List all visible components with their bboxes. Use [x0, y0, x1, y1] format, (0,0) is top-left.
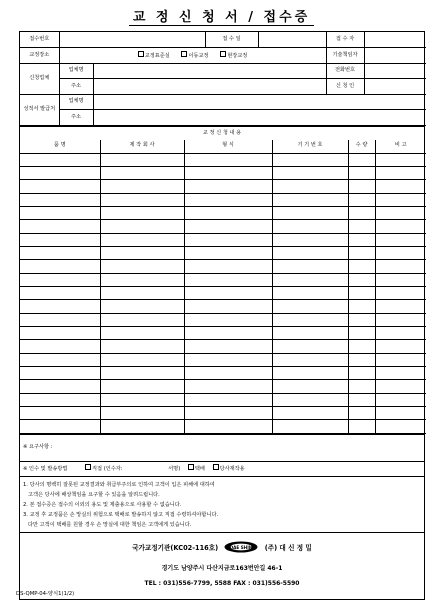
table-row [20, 300, 426, 313]
table-cell[interactable] [20, 206, 100, 219]
column-header: 수 량 [348, 140, 375, 154]
requests-label: ※ 요구사항 : [23, 443, 53, 450]
delivery-label: ※ 인수 및 발송방법 [23, 465, 68, 472]
receipt-no-label: 접수번호 [20, 32, 59, 48]
table-cell[interactable] [375, 313, 426, 326]
company-name-label: 업체명 [59, 63, 93, 79]
table-row [20, 407, 426, 420]
table-cell[interactable] [375, 273, 426, 286]
table-row [20, 220, 426, 233]
column-header: 기 기 번 호 [272, 140, 348, 154]
table-row [20, 420, 426, 433]
table-cell[interactable] [20, 273, 100, 286]
table-cell[interactable] [375, 153, 426, 166]
delivery-option-courier[interactable]: 택배 [188, 466, 205, 472]
table-row [20, 393, 426, 406]
table-cell[interactable] [375, 326, 426, 339]
table-cell[interactable] [272, 193, 348, 206]
table-cell[interactable] [100, 286, 184, 299]
table-cell[interactable] [375, 367, 426, 380]
delivery-option-direct[interactable]: 직접 (인수자: [85, 466, 122, 472]
column-header: 형 식 [184, 140, 272, 154]
items-table [20, 140, 426, 434]
table-cell[interactable] [184, 166, 272, 179]
table-cell[interactable] [184, 326, 272, 339]
place-option-onsite[interactable]: 현장교정 [220, 53, 247, 59]
table-cell[interactable] [348, 367, 375, 380]
table-cell[interactable] [348, 153, 375, 166]
notes-block [20, 476, 424, 532]
table-cell[interactable] [348, 220, 375, 233]
table-cell[interactable] [20, 193, 100, 206]
table-cell[interactable] [100, 380, 184, 393]
table-cell[interactable] [272, 353, 348, 366]
table-cell[interactable] [100, 353, 184, 366]
table-cell[interactable] [20, 166, 100, 179]
checkbox-icon[interactable] [188, 464, 194, 470]
table-cell[interactable] [348, 206, 375, 219]
footer-institution-row [20, 541, 424, 555]
table-cell[interactable] [184, 233, 272, 246]
cert-company-field[interactable] [93, 94, 426, 110]
table-cell[interactable] [272, 340, 348, 353]
table-cell[interactable] [348, 286, 375, 299]
table-cell[interactable] [375, 340, 426, 353]
table-cell[interactable] [272, 393, 348, 406]
table-cell[interactable] [20, 286, 100, 299]
table-cell[interactable] [20, 300, 100, 313]
table-cell[interactable] [375, 260, 426, 273]
table-row [20, 260, 426, 273]
table-row [20, 313, 426, 326]
place-option-mobile[interactable]: 이동교정 [181, 53, 208, 59]
table-row [20, 367, 426, 380]
table-cell[interactable] [375, 220, 426, 233]
table-cell[interactable] [20, 340, 100, 353]
table-cell[interactable] [100, 153, 184, 166]
phone-field[interactable] [364, 63, 426, 79]
table-cell[interactable] [272, 326, 348, 339]
items-header-row [20, 140, 426, 154]
table-cell[interactable] [20, 313, 100, 326]
table-cell[interactable] [20, 246, 100, 259]
table-row [20, 353, 426, 366]
table-cell[interactable] [348, 300, 375, 313]
form-footer [20, 532, 424, 599]
table-cell[interactable] [272, 420, 348, 433]
header-table [20, 32, 426, 126]
table-cell[interactable] [100, 193, 184, 206]
table-cell[interactable] [272, 286, 348, 299]
table-cell[interactable] [184, 246, 272, 259]
table-cell[interactable] [184, 313, 272, 326]
table-cell[interactable] [100, 260, 184, 273]
table-cell[interactable] [375, 407, 426, 420]
table-cell[interactable] [100, 246, 184, 259]
table-cell[interactable] [375, 166, 426, 179]
table-cell[interactable] [100, 206, 184, 219]
table-cell[interactable] [184, 380, 272, 393]
applicant-person-label: 신 청 인 [326, 79, 364, 95]
table-cell[interactable] [348, 273, 375, 286]
table-cell[interactable] [375, 300, 426, 313]
cert-address-label: 주소 [59, 110, 93, 126]
note-line: 고객은 당사에 배상책임을 요구할 수 있음을 알려드립니다. [28, 491, 160, 498]
table-cell[interactable] [100, 233, 184, 246]
table-cell[interactable] [184, 353, 272, 366]
table-cell[interactable] [348, 353, 375, 366]
calibration-request-form [19, 31, 425, 600]
table-cell[interactable] [184, 340, 272, 353]
receipt-date-label: 접 수 일 [205, 32, 258, 48]
company-logo [224, 541, 258, 555]
table-cell[interactable] [100, 300, 184, 313]
table-cell[interactable] [375, 286, 426, 299]
table-cell[interactable] [184, 180, 272, 193]
table-cell[interactable] [20, 393, 100, 406]
table-cell[interactable] [348, 193, 375, 206]
table-cell[interactable] [184, 420, 272, 433]
table-cell[interactable] [20, 180, 100, 193]
checkbox-icon[interactable] [85, 464, 91, 470]
items-section-title: 교 정 신 청 내 용 [20, 126, 424, 140]
document-code: DS-QMP-04-양식1(1/2) [16, 591, 75, 597]
table-cell[interactable] [272, 273, 348, 286]
table-cell[interactable] [375, 420, 426, 433]
table-cell[interactable] [272, 407, 348, 420]
table-cell[interactable] [20, 367, 100, 380]
table-cell[interactable] [184, 407, 272, 420]
table-cell[interactable] [348, 420, 375, 433]
table-cell[interactable] [375, 380, 426, 393]
table-cell[interactable] [100, 340, 184, 353]
cert-address-field[interactable] [93, 110, 426, 126]
table-cell[interactable] [348, 380, 375, 393]
checkbox-icon[interactable] [220, 51, 226, 57]
table-row [20, 326, 426, 339]
table-cell[interactable] [184, 193, 272, 206]
table-cell[interactable] [100, 180, 184, 193]
company-name: (주) 대 신 정 밀 [264, 543, 312, 552]
checkbox-icon[interactable] [213, 464, 219, 470]
table-cell[interactable] [20, 260, 100, 273]
table-cell[interactable] [348, 407, 375, 420]
table-cell[interactable] [348, 166, 375, 179]
table-cell[interactable] [272, 380, 348, 393]
footer-contact: TEL : 031)556-7799, 5588 FAX : 031)556-5590 [144, 579, 300, 587]
table-cell[interactable] [184, 153, 272, 166]
footer-address: 경기도 남양주시 다산지금로163번안길 46-1 [161, 564, 283, 572]
place-option-standard[interactable]: 교정표준실 [138, 53, 170, 59]
form-title: 교 정 신 청 서 / 접수증 [0, 6, 443, 25]
table-cell[interactable] [272, 206, 348, 219]
table-cell[interactable] [20, 233, 100, 246]
table-cell[interactable] [375, 246, 426, 259]
table-cell[interactable] [20, 380, 100, 393]
table-cell[interactable] [375, 353, 426, 366]
table-cell[interactable] [184, 367, 272, 380]
table-cell[interactable] [272, 367, 348, 380]
table-cell[interactable] [375, 180, 426, 193]
table-cell[interactable] [100, 166, 184, 179]
table-cell[interactable] [272, 246, 348, 259]
table-cell[interactable] [348, 340, 375, 353]
delivery-sign-label: 서명) [168, 465, 181, 472]
phone-label: 전화번호 [326, 63, 364, 79]
table-cell[interactable] [375, 393, 426, 406]
place-label: 교정장소 [20, 48, 59, 64]
cert-issue-label: 성적서 발급처 [20, 94, 59, 125]
table-row [20, 286, 426, 299]
table-cell[interactable] [20, 407, 100, 420]
note-line: 2. 본 접수증은 접수의 이외의 용도 및 제출용으로 사용할 수 없습니다. [23, 501, 182, 508]
applicant-label: 신청업체 [20, 63, 59, 94]
table-cell[interactable] [100, 273, 184, 286]
table-cell[interactable] [272, 260, 348, 273]
table-cell[interactable] [272, 180, 348, 193]
table-row [20, 380, 426, 393]
note-line: 3. 교정 후 교정품은 손 망실의 위험으로 택배로 발송하지 않고 직접 수령하셔야합니다. [23, 511, 219, 518]
column-header: 비 고 [375, 140, 426, 154]
table-cell[interactable] [272, 300, 348, 313]
checkbox-icon[interactable] [181, 51, 187, 57]
table-cell[interactable] [348, 180, 375, 193]
table-cell[interactable] [272, 233, 348, 246]
table-cell[interactable] [348, 260, 375, 273]
svg-text:DAE SHIN: DAE SHIN [230, 544, 253, 550]
table-row [20, 340, 426, 353]
column-header: 품 명 [20, 140, 100, 154]
requests-area[interactable] [20, 434, 424, 461]
table-cell[interactable] [184, 300, 272, 313]
receiver-label: 접 수 자 [326, 32, 364, 48]
table-cell[interactable] [375, 206, 426, 219]
items-rows [20, 153, 426, 433]
delivery-row [20, 461, 424, 476]
table-row [20, 246, 426, 259]
address-field[interactable] [93, 79, 326, 95]
tech-manager-field[interactable] [364, 48, 426, 64]
table-cell[interactable] [184, 393, 272, 406]
table-cell[interactable] [348, 313, 375, 326]
tech-manager-label: 기술책임자 [326, 48, 364, 64]
note-line: 1. 당사의 명백히 잘못된 교정결과와 취급부주의로 인하여 고객이 입은 피해에 대하여 [23, 481, 215, 488]
table-cell[interactable] [100, 367, 184, 380]
table-cell[interactable] [184, 273, 272, 286]
place-options [59, 48, 326, 64]
receipt-no-field[interactable] [59, 32, 205, 48]
table-row [20, 180, 426, 193]
table-cell[interactable] [272, 166, 348, 179]
address-label: 주소 [59, 79, 93, 95]
table-cell[interactable] [272, 220, 348, 233]
table-cell[interactable] [184, 286, 272, 299]
table-cell[interactable] [184, 206, 272, 219]
table-cell[interactable] [272, 153, 348, 166]
institution-name: 국가교정기관(KC02-116호) [132, 543, 219, 552]
table-cell[interactable] [20, 153, 100, 166]
checkbox-icon[interactable] [138, 51, 144, 57]
cert-company-label: 업체명 [59, 94, 93, 110]
table-cell[interactable] [20, 353, 100, 366]
table-row [20, 166, 426, 179]
column-header: 제 작 회 사 [100, 140, 184, 154]
table-row [20, 153, 426, 166]
table-cell[interactable] [20, 220, 100, 233]
table-cell[interactable] [100, 407, 184, 420]
table-cell[interactable] [20, 420, 100, 433]
table-cell[interactable] [348, 326, 375, 339]
delivery-option-remake[interactable]: 당사재작용 [213, 466, 245, 472]
applicant-person-field[interactable] [364, 79, 426, 95]
table-cell[interactable] [272, 313, 348, 326]
table-cell[interactable] [100, 220, 184, 233]
table-cell[interactable] [184, 220, 272, 233]
table-row [20, 273, 426, 286]
receiver-field[interactable] [364, 32, 426, 48]
note-line: 다만 고객이 택배를 원할 경우 손 망실에 대한 책임은 고객에게 있습니다. [28, 521, 192, 528]
table-row [20, 206, 426, 219]
table-cell[interactable] [100, 393, 184, 406]
table-cell[interactable] [375, 193, 426, 206]
table-cell[interactable] [348, 233, 375, 246]
table-cell[interactable] [348, 393, 375, 406]
table-row [20, 233, 426, 246]
table-cell[interactable] [100, 420, 184, 433]
company-name-field[interactable] [93, 63, 326, 79]
receipt-date-field[interactable] [258, 32, 326, 48]
table-cell[interactable] [348, 246, 375, 259]
table-row [20, 193, 426, 206]
table-cell[interactable] [375, 233, 426, 246]
table-cell[interactable] [100, 326, 184, 339]
table-cell[interactable] [100, 313, 184, 326]
table-cell[interactable] [184, 260, 272, 273]
table-cell[interactable] [20, 326, 100, 339]
